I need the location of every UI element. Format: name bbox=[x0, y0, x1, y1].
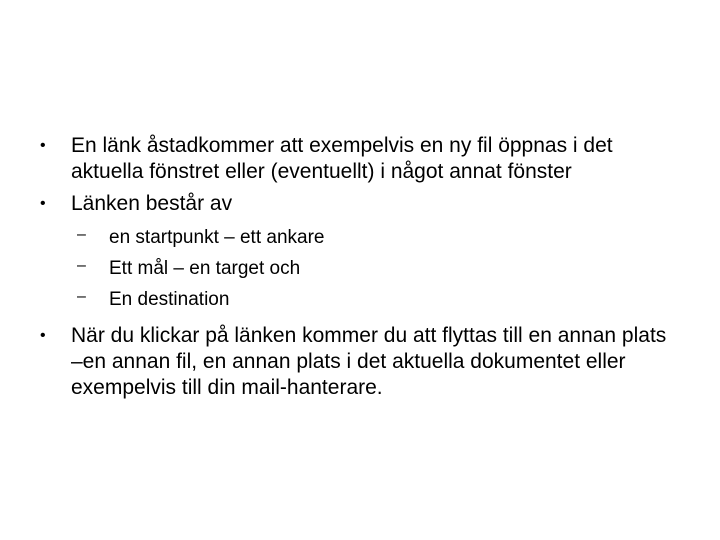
bullet-item bbox=[40, 133, 680, 185]
bullet-list bbox=[40, 133, 680, 407]
sub-bullet-item bbox=[77, 222, 680, 253]
bullet-item bbox=[40, 191, 680, 315]
bullet-text: När du klickar på länken kommer du att flyttas till en annan plats –en annan fil, en annan plats i det aktuella dokumentet eller exempelvis till din mail-hanterare. bbox=[71, 324, 667, 399]
bullet-marker: • bbox=[40, 137, 46, 154]
sub-bullet-item bbox=[77, 253, 680, 284]
bullet-text: En länk åstadkommer att exempelvis en ny fil öppnas i det aktuella fönstret eller (eventuellt) i något annat fönster bbox=[71, 134, 613, 183]
sub-bullet-item bbox=[77, 284, 680, 315]
dash-marker: – bbox=[77, 257, 86, 274]
bullet-text: Länken består av bbox=[71, 192, 233, 215]
dash-marker: – bbox=[77, 288, 86, 305]
bullet-item bbox=[40, 323, 680, 401]
sub-bullet-text: Ett mål – en target och bbox=[109, 258, 301, 279]
sub-bullet-text: en startpunkt – ett ankare bbox=[109, 227, 325, 248]
sub-bullet-text: En destination bbox=[109, 289, 230, 310]
sub-bullet-list bbox=[71, 222, 680, 315]
bullet-marker: • bbox=[40, 195, 46, 212]
bullet-marker: • bbox=[40, 327, 46, 344]
dash-marker: – bbox=[77, 226, 86, 243]
